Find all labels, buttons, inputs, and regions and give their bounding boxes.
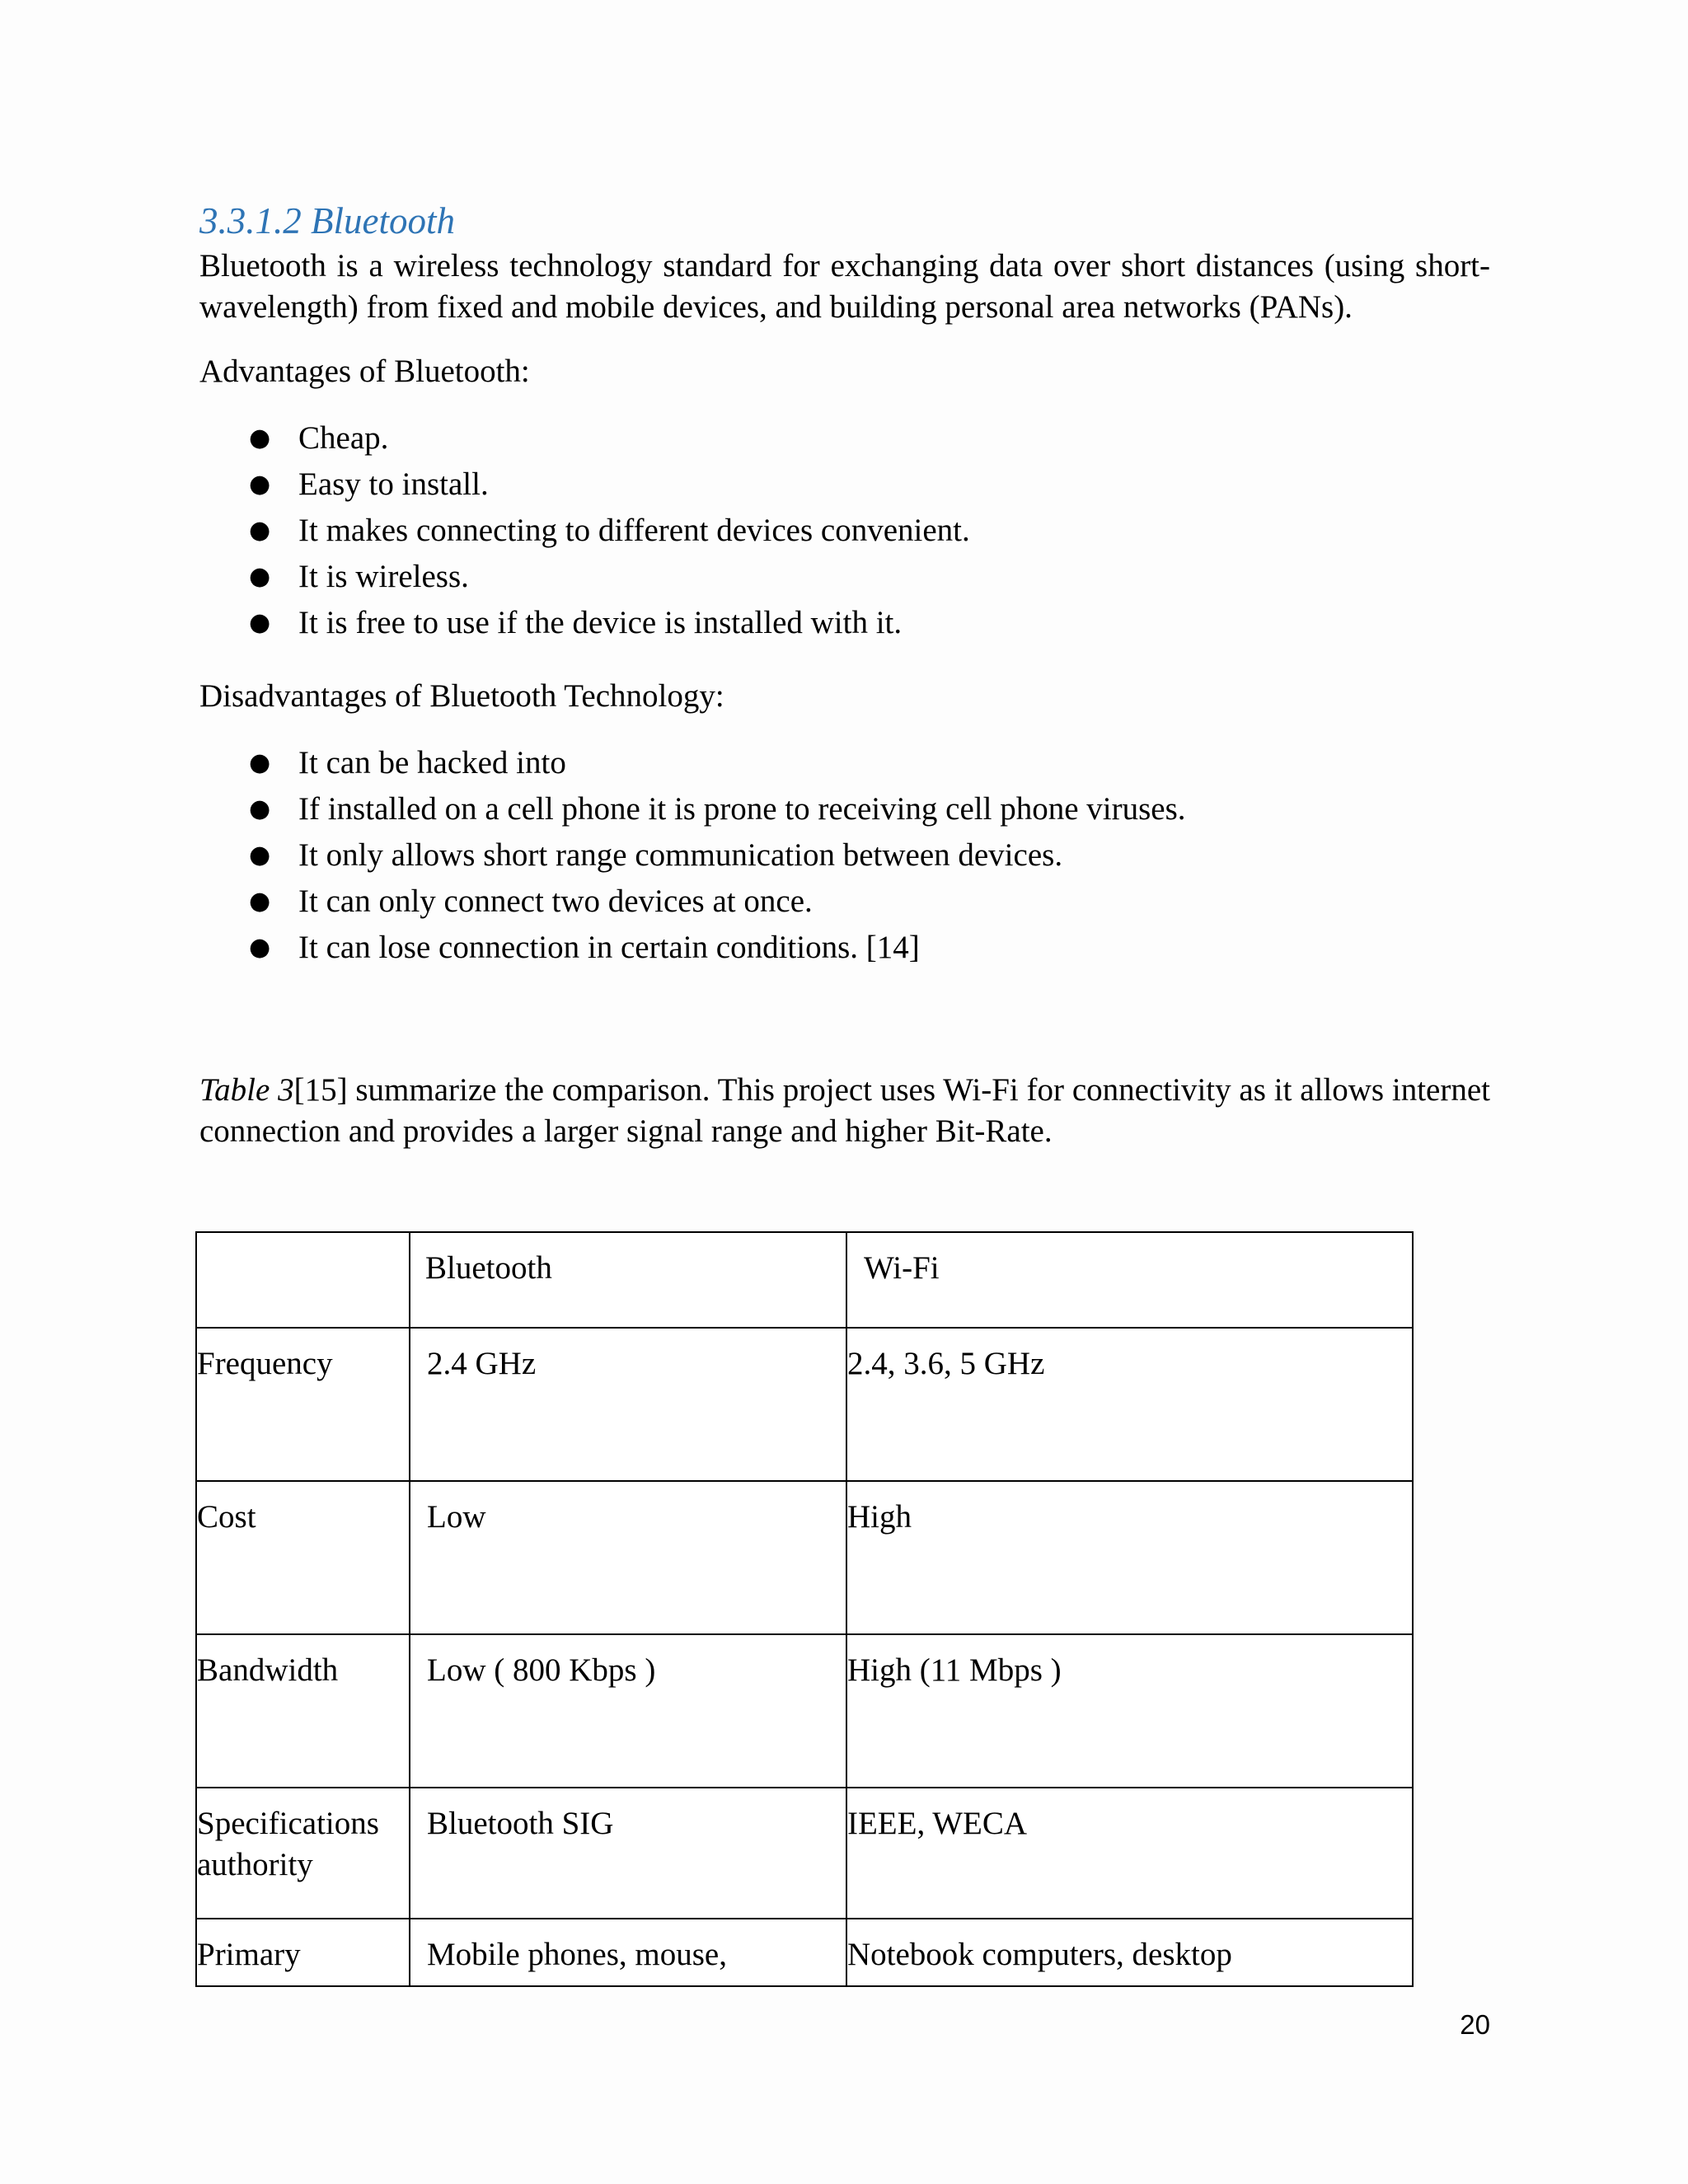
advantages-list xyxy=(199,415,1490,646)
table-cell: Frequency xyxy=(196,1328,410,1481)
page-content xyxy=(199,196,1490,1152)
bullet-icon: ● xyxy=(249,794,271,823)
table-row xyxy=(196,1481,1413,1634)
bullet-icon: ● xyxy=(249,562,271,591)
table-cell: High (11 Mbps ) xyxy=(846,1634,1413,1788)
table-cell: Mobile phones, mouse, xyxy=(410,1919,846,1986)
table-cell: Primary xyxy=(196,1919,410,1986)
list-item: ● Cheap. xyxy=(199,415,1490,462)
table-cell: 2.4, 3.6, 5 GHz xyxy=(846,1328,1413,1481)
table-cell: Cost xyxy=(196,1481,410,1634)
comparison-table xyxy=(195,1231,1414,1987)
section-heading: 3.3.1.2 Bluetooth xyxy=(199,200,455,241)
list-item: ● It only allows short range communication between devices. xyxy=(199,832,1490,879)
bullet-icon: ● xyxy=(249,470,271,499)
list-item: ● If installed on a cell phone it is prone to receiving cell phone viruses. xyxy=(199,786,1490,832)
list-item: ● It can only connect two devices at once. xyxy=(199,879,1490,925)
summary-text: [15] summarize the comparison. This project uses Wi-Fi for connectivity as it allows internet connection and provides a larger signal range and higher Bit-Rate. xyxy=(199,1072,1490,1149)
table-cell: Notebook computers, desktop xyxy=(846,1919,1413,1986)
table-cell: Bandwidth xyxy=(196,1634,410,1788)
summary-paragraph xyxy=(199,1070,1490,1152)
bullet-icon: ● xyxy=(249,424,271,452)
table-header-row xyxy=(196,1232,1413,1328)
table-header-cell: Wi-Fi xyxy=(846,1232,1413,1328)
table-row xyxy=(196,1634,1413,1788)
page-number: 20 xyxy=(1460,2009,1490,2040)
table-header-cell: Bluetooth xyxy=(410,1232,846,1328)
table-reference: Table 3 xyxy=(199,1072,294,1108)
table-cell: IEEE, WECA xyxy=(846,1788,1413,1919)
table-cell: 2.4 GHz xyxy=(410,1328,846,1481)
list-item: ● It makes connecting to different devices convenient. xyxy=(199,508,1490,554)
bullet-icon: ● xyxy=(249,933,271,962)
bullet-icon: ● xyxy=(249,608,271,637)
spacer xyxy=(199,1001,1490,1070)
bullet-icon: ● xyxy=(249,748,271,777)
table-cell: Low xyxy=(410,1481,846,1634)
list-item: ● Easy to install. xyxy=(199,462,1490,508)
table-row xyxy=(196,1788,1413,1919)
bullet-icon: ● xyxy=(249,516,271,545)
disadvantages-label: Disadvantages of Bluetooth Technology: xyxy=(199,678,724,714)
table-cell: High xyxy=(846,1481,1413,1634)
table-row xyxy=(196,1328,1413,1481)
table-cell: Low ( 800 Kbps ) xyxy=(410,1634,846,1788)
list-item: ● It is wireless. xyxy=(199,554,1490,600)
table-row xyxy=(196,1919,1413,1986)
intro-paragraph: Bluetooth is a wireless technology standard for exchanging data over short distances (using short-wavelength) from fixed and mobile devices, and building personal area networks (PANs). xyxy=(199,248,1490,325)
table-cell: Specifications authority xyxy=(196,1788,410,1919)
disadvantages-list xyxy=(199,740,1490,971)
list-item: ● It can lose connection in certain conditions. [14] xyxy=(199,925,1490,971)
bullet-icon: ● xyxy=(249,841,271,869)
table-header-cell xyxy=(196,1232,410,1328)
list-item: ● It can be hacked into xyxy=(199,740,1490,786)
bullet-icon: ● xyxy=(249,887,271,916)
advantages-label: Advantages of Bluetooth: xyxy=(199,354,530,389)
table-cell: Bluetooth SIG xyxy=(410,1788,846,1919)
list-item: ● It is free to use if the device is installed with it. xyxy=(199,600,1490,646)
